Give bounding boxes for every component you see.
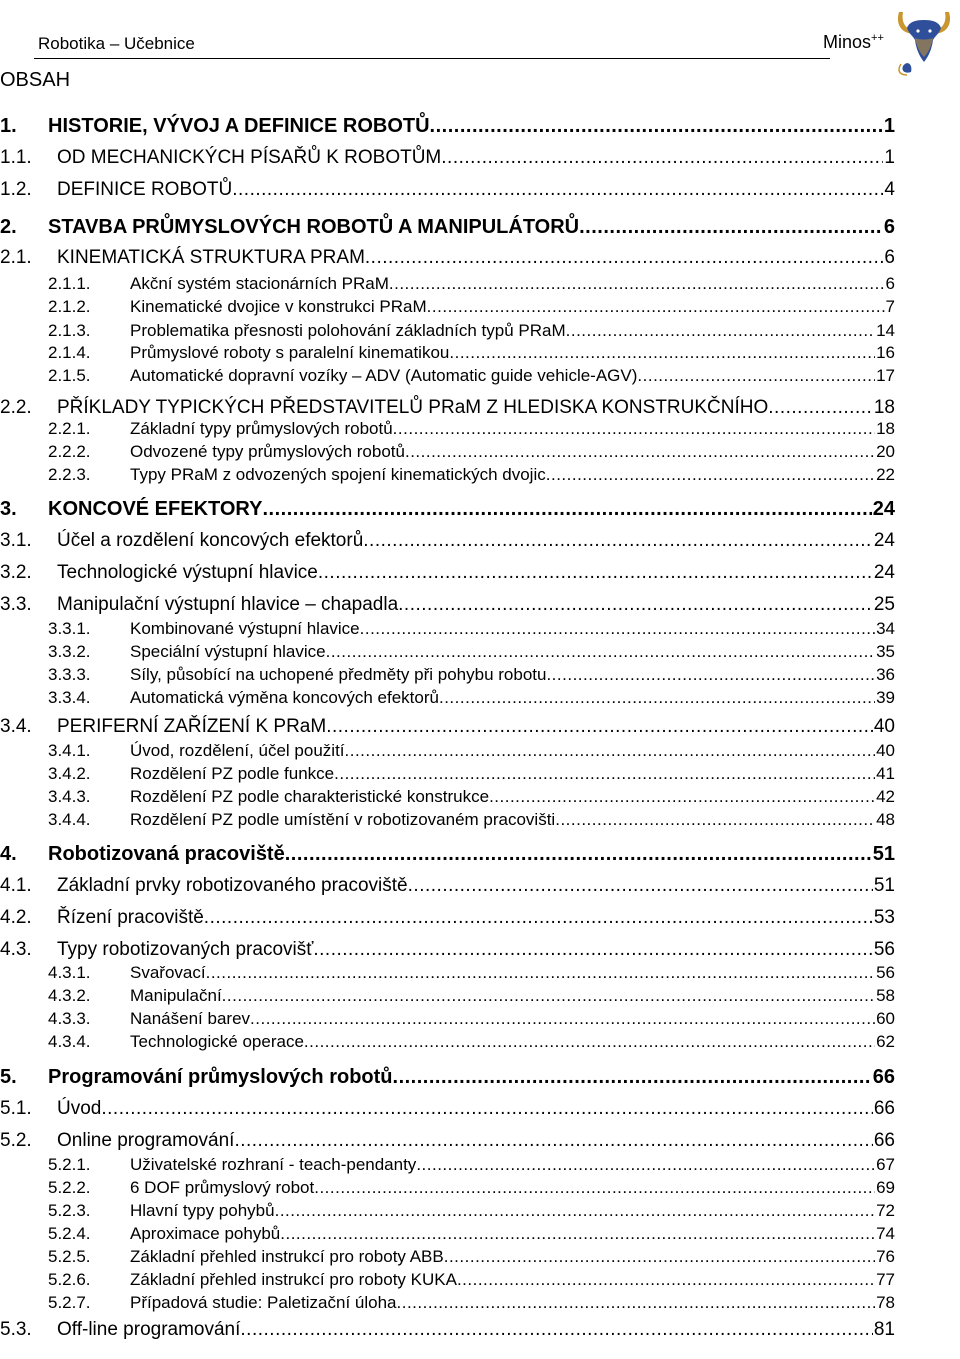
toc-page-number: 51 [873, 875, 895, 896]
toc-row[interactable] [48, 1247, 895, 1267]
toc-row[interactable] [48, 642, 895, 662]
toc-leader-dots [441, 147, 883, 169]
bull-head-logo-icon [893, 4, 955, 76]
toc-page-number: 76 [876, 1247, 895, 1266]
toc-number: 5.2.3. [48, 1201, 91, 1220]
toc-row[interactable] [0, 397, 895, 419]
toc-row[interactable] [48, 366, 895, 386]
toc-leader-dots [326, 642, 875, 662]
toc-row[interactable] [48, 963, 895, 983]
toc-page-number: 1 [883, 115, 895, 137]
toc-number: 1. [0, 115, 17, 137]
toc-number: 4.3. [0, 939, 32, 960]
toc-page-number: 34 [876, 619, 895, 638]
toc-leader-dots [250, 1009, 875, 1029]
toc-number: 5. [0, 1066, 17, 1088]
toc-page-number: 66 [872, 1066, 895, 1088]
toc-page-number: 39 [876, 688, 895, 707]
toc-title: Automatická výměna koncových efektorů [130, 688, 439, 707]
toc-title: Úvod, rozdělení, účel použití [130, 741, 345, 760]
toc-row[interactable] [0, 716, 895, 738]
toc-number: 1.1. [0, 147, 32, 168]
toc-page-number: 18 [876, 419, 895, 438]
toc-leader-dots [222, 986, 875, 1006]
toc-page-number: 74 [876, 1224, 895, 1243]
toc-title: Technologické operace [130, 1032, 304, 1051]
toc-page-number: 62 [876, 1032, 895, 1051]
toc-leader-dots [360, 619, 875, 639]
toc-page-number: 24 [872, 498, 895, 520]
toc-leader-dots [768, 397, 873, 419]
toc-leader-dots [232, 179, 883, 201]
toc-title: Technologické výstupní hlavice [57, 562, 318, 583]
toc-number: 3.3.3. [48, 665, 91, 684]
toc-page-number: 4 [884, 179, 895, 200]
toc-leader-dots [314, 1178, 875, 1198]
toc-title: Manipulační [130, 986, 222, 1005]
toc-leader-dots [546, 465, 875, 485]
toc-title: Případová studie: Paletizační úloha [130, 1293, 397, 1312]
toc-page-number: 24 [873, 562, 895, 583]
toc-leader-dots [389, 274, 885, 294]
toc-page-number: 42 [876, 787, 895, 806]
header-author [823, 32, 884, 53]
toc-number: 2.1.1. [48, 274, 91, 293]
toc-leader-dots [101, 1098, 873, 1120]
toc-row[interactable] [48, 1224, 895, 1244]
toc-leader-dots [326, 716, 873, 738]
toc-leader-dots [204, 907, 873, 929]
toc-row[interactable] [48, 1270, 895, 1290]
toc-page-number: 40 [876, 741, 895, 760]
toc-row[interactable] [0, 216, 895, 239]
toc-page-number: 36 [876, 665, 895, 684]
toc-title: Řízení pracoviště [57, 907, 204, 928]
toc-row[interactable] [48, 321, 895, 341]
toc-title: Rozdělení PZ podle charakteristické konstrukce [130, 787, 490, 806]
toc-page-number: 6 [885, 274, 895, 293]
toc-title: Online programování [57, 1130, 235, 1151]
toc-page-number: 22 [876, 465, 895, 484]
toc-title: Automatické dopravní vozíky – ADV (Automatic guide vehicle-AGV) [130, 366, 638, 385]
toc-leader-dots [334, 764, 875, 784]
toc-number: 2.1. [0, 247, 32, 268]
toc-row[interactable] [48, 274, 895, 294]
toc-number: 5.2.2. [48, 1178, 91, 1197]
toc-leader-dots [489, 787, 875, 807]
toc-page-number: 81 [873, 1319, 895, 1340]
toc-title: Účel a rozdělení koncových efektorů [57, 530, 364, 551]
toc-title: Speciální výstupní hlavice [130, 642, 326, 661]
toc-row[interactable] [48, 419, 895, 439]
toc-row[interactable] [0, 939, 895, 961]
toc-page-number: 53 [873, 907, 895, 928]
toc-row[interactable] [48, 1178, 895, 1198]
toc-number: 3.2. [0, 562, 32, 583]
toc-page-number: 60 [876, 1009, 895, 1028]
header-document-title: Robotika – Učebnice [38, 34, 195, 53]
toc-title: Základní přehled instrukcí pro roboty KUKA [130, 1270, 457, 1289]
toc-page-number: 1 [884, 147, 895, 168]
toc-title: Základní přehled instrukcí pro roboty ABB [130, 1247, 444, 1266]
toc-title: Problematika přesnosti polohování základních typů PRaM [130, 321, 566, 340]
toc-title: Robotizovaná pracoviště [48, 843, 285, 865]
toc-number: 3.4.1. [48, 741, 91, 760]
toc-number: 4.3.4. [48, 1032, 91, 1051]
toc-title: PERIFERNÍ ZAŘÍZENÍ K PRaM [57, 716, 327, 737]
toc-title: Nanášení barev [130, 1009, 251, 1028]
toc-number: 4.3.3. [48, 1009, 91, 1028]
toc-row[interactable] [48, 1293, 895, 1313]
toc-page-number: 58 [876, 986, 895, 1005]
toc-title: Kombinované výstupní hlavice [130, 619, 360, 638]
toc-row[interactable] [48, 297, 895, 317]
toc-number: 5.2.6. [48, 1270, 91, 1289]
toc-page-number: 41 [876, 764, 895, 783]
toc-leader-dots [285, 843, 872, 866]
toc-number: 5.1. [0, 1098, 32, 1119]
toc-row[interactable] [0, 1066, 895, 1089]
toc-title: Základní typy průmyslových robotů [130, 419, 393, 438]
toc-page-number: 51 [872, 843, 895, 865]
toc-row[interactable] [48, 1201, 895, 1221]
toc-title: OD MECHANICKÝCH PÍSAŘŮ K ROBOTŮM [57, 147, 442, 168]
toc-number: 1.2. [0, 179, 32, 200]
toc-leader-dots [206, 963, 875, 983]
toc-leader-dots [416, 1155, 875, 1175]
toc-leader-dots [275, 1201, 875, 1221]
toc-leader-dots [318, 562, 873, 584]
toc-leader-dots [579, 216, 883, 239]
toc-row[interactable] [0, 115, 895, 138]
toc-row[interactable] [0, 179, 895, 201]
toc-page-number: 16 [876, 343, 895, 362]
toc-number: 3.4.3. [48, 787, 91, 806]
toc-page-number: 72 [876, 1201, 895, 1220]
header-author-name: Minos [823, 32, 872, 52]
toc-number: 2.1.4. [48, 343, 91, 362]
toc-number: 4. [0, 843, 17, 865]
toc-number: 4.3.2. [48, 986, 91, 1005]
toc-title: KONCOVÉ EFEKTORY [48, 498, 263, 520]
toc-number: 2.2.3. [48, 465, 91, 484]
toc-number: 3.3. [0, 594, 32, 615]
toc-title: Programování průmyslových robotů [48, 1066, 393, 1088]
toc-leader-dots [280, 1224, 875, 1244]
toc-row[interactable] [48, 986, 895, 1006]
toc-page-number: 35 [876, 642, 895, 661]
toc-title: Off-line programování [57, 1319, 241, 1340]
toc-number: 2.2.2. [48, 442, 91, 461]
toc-row[interactable] [0, 1098, 895, 1120]
toc-leader-dots [365, 247, 884, 269]
toc-title: Uživatelské rozhraní - teach-pendanty [130, 1155, 417, 1174]
toc-row[interactable] [0, 594, 895, 616]
toc-row[interactable] [48, 1032, 895, 1052]
toc-leader-dots [546, 665, 875, 685]
toc-page-number: 18 [873, 397, 895, 418]
toc-number: 5.2. [0, 1130, 32, 1151]
toc-page-number: 6 [883, 216, 895, 238]
toc-title: STAVBA PRŮMYSLOVÝCH ROBOTŮ A MANIPULÁTORŮ [48, 216, 580, 238]
toc-number: 4.1. [0, 875, 32, 896]
toc-number: 3.4.4. [48, 810, 91, 829]
toc-page-number: 77 [876, 1270, 895, 1289]
toc-leader-dots [398, 594, 873, 616]
toc-page-number: 24 [873, 530, 895, 551]
toc-row[interactable] [48, 688, 895, 708]
toc-page-number: 14 [876, 321, 895, 340]
toc-leader-dots [363, 530, 873, 552]
toc-number: 5.2.7. [48, 1293, 91, 1312]
toc-title: Úvod [57, 1098, 102, 1119]
toc-number: 4.2. [0, 907, 32, 928]
toc-row[interactable] [48, 810, 895, 830]
toc-page-number: 69 [876, 1178, 895, 1197]
toc-leader-dots [397, 1293, 876, 1313]
toc-page-number: 66 [873, 1098, 895, 1119]
toc-number: 2.1.2. [48, 297, 91, 316]
toc-row[interactable] [48, 619, 895, 639]
toc-row[interactable] [48, 764, 895, 784]
toc-row[interactable] [0, 907, 895, 929]
toc-leader-dots [430, 115, 883, 138]
toc-page-number: 66 [873, 1130, 895, 1151]
toc-leader-dots [240, 1319, 872, 1341]
toc-leader-dots [444, 1247, 875, 1267]
toc-title: Kinematické dvojice v konstrukci PRaM [130, 297, 427, 316]
toc-title: Typy robotizovaných pracovišť [57, 939, 314, 960]
toc-title: Rozdělení PZ podle funkce [130, 764, 335, 783]
toc-row[interactable] [0, 147, 895, 169]
toc-number: 5.2.5. [48, 1247, 91, 1266]
toc-title: Aproximace pohybů [130, 1224, 281, 1243]
toc-row[interactable] [0, 247, 895, 269]
toc-number: 3.1. [0, 530, 32, 551]
toc-leader-dots [427, 297, 885, 317]
toc-page-number: 48 [876, 810, 895, 829]
toc-row[interactable] [0, 843, 895, 866]
toc-title: Hlavní typy pohybů [130, 1201, 275, 1220]
toc-number: 4.3.1. [48, 963, 91, 982]
toc-row[interactable] [0, 530, 895, 552]
toc-row[interactable] [0, 875, 895, 897]
toc-row[interactable] [48, 787, 895, 807]
toc-title: DEFINICE ROBOTŮ [57, 179, 233, 200]
toc-title: Akční systém stacionárních PRaM [130, 274, 389, 293]
toc-leader-dots [405, 442, 875, 462]
toc-leader-dots [393, 419, 875, 439]
toc-row[interactable] [48, 1155, 895, 1175]
toc-leader-dots [304, 1032, 875, 1052]
toc-page-number: 78 [876, 1293, 895, 1312]
toc-title: HISTORIE, VÝVOJ A DEFINICE ROBOTŮ [48, 115, 430, 137]
toc-title: Typy PRaM z odvozených spojení kinematických dvojic [130, 465, 546, 484]
toc-row[interactable] [48, 1009, 895, 1029]
toc-title: Svařovací [130, 963, 206, 982]
toc-page-number: 56 [876, 963, 895, 982]
header-author-sup: ++ [871, 32, 884, 44]
toc-title: Základní prvky robotizovaného pracoviště [57, 875, 408, 896]
toc-number: 5.2.1. [48, 1155, 91, 1174]
toc-leader-dots [439, 688, 875, 708]
toc-leader-dots [393, 1066, 872, 1089]
toc-page-number: 17 [876, 366, 895, 385]
toc-title: PŘÍKLADY TYPICKÝCH PŘEDSTAVITELŮ PRaM Z HLEDISKA KONSTRUKČNÍHO [57, 397, 769, 418]
toc-page-number: 20 [876, 442, 895, 461]
toc-number: 3.3.4. [48, 688, 91, 707]
toc-leader-dots [637, 366, 875, 386]
toc-number: 3.3.1. [48, 619, 91, 638]
toc-row[interactable] [48, 741, 895, 761]
toc-title: 6 DOF průmyslový robot [130, 1178, 315, 1197]
toc-title: Síly, působící na uchopené předměty při pohybu robotu [130, 665, 547, 684]
toc-row[interactable] [48, 442, 895, 462]
toc-row[interactable] [0, 1130, 895, 1152]
toc-leader-dots [262, 498, 871, 521]
toc-number: 3. [0, 498, 17, 520]
toc-title: Odvozené typy průmyslových robotů [130, 442, 405, 461]
toc-number: 3.3.2. [48, 642, 91, 661]
toc-leader-dots [234, 1130, 872, 1152]
toc-page-number: 67 [876, 1155, 895, 1174]
toc-row[interactable] [0, 498, 895, 521]
toc-leader-dots [408, 875, 873, 897]
toc-number: 2.2.1. [48, 419, 91, 438]
toc-title: Manipulační výstupní hlavice – chapadla [57, 594, 399, 615]
toc-number: 5.3. [0, 1319, 32, 1340]
toc-leader-dots [313, 939, 873, 961]
toc-title: KINEMATICKÁ STRUKTURA PRAM [57, 247, 365, 268]
toc-row[interactable] [48, 465, 895, 485]
toc-number: 3.4. [0, 716, 32, 737]
toc-page-number: 25 [873, 594, 895, 615]
toc-title: Průmyslové roboty s paralelní kinematikou [130, 343, 450, 362]
toc-page-number: 6 [884, 247, 895, 268]
toc-row[interactable] [48, 343, 895, 363]
toc-row[interactable] [0, 562, 895, 584]
toc-number: 2. [0, 216, 17, 238]
toc-number: 3.4.2. [48, 764, 91, 783]
toc-row[interactable] [48, 665, 895, 685]
toc-page-number: 40 [873, 716, 895, 737]
toc-heading: OBSAH [0, 69, 71, 91]
toc-row[interactable] [0, 1319, 895, 1341]
toc-title: Rozdělení PZ podle umístění v robotizovaném pracovišti [130, 810, 556, 829]
toc-number: 2.1.3. [48, 321, 91, 340]
toc-number: 5.2.4. [48, 1224, 91, 1243]
toc-leader-dots [345, 741, 876, 761]
toc-leader-dots [457, 1270, 875, 1290]
toc-page-number: 56 [873, 939, 895, 960]
toc-leader-dots [566, 321, 875, 341]
header-rule [34, 58, 830, 59]
toc-leader-dots [555, 810, 875, 830]
toc-leader-dots [449, 343, 875, 363]
toc-number: 2.1.5. [48, 366, 91, 385]
toc-number: 2.2. [0, 397, 32, 418]
toc-page-number: 7 [885, 297, 895, 316]
